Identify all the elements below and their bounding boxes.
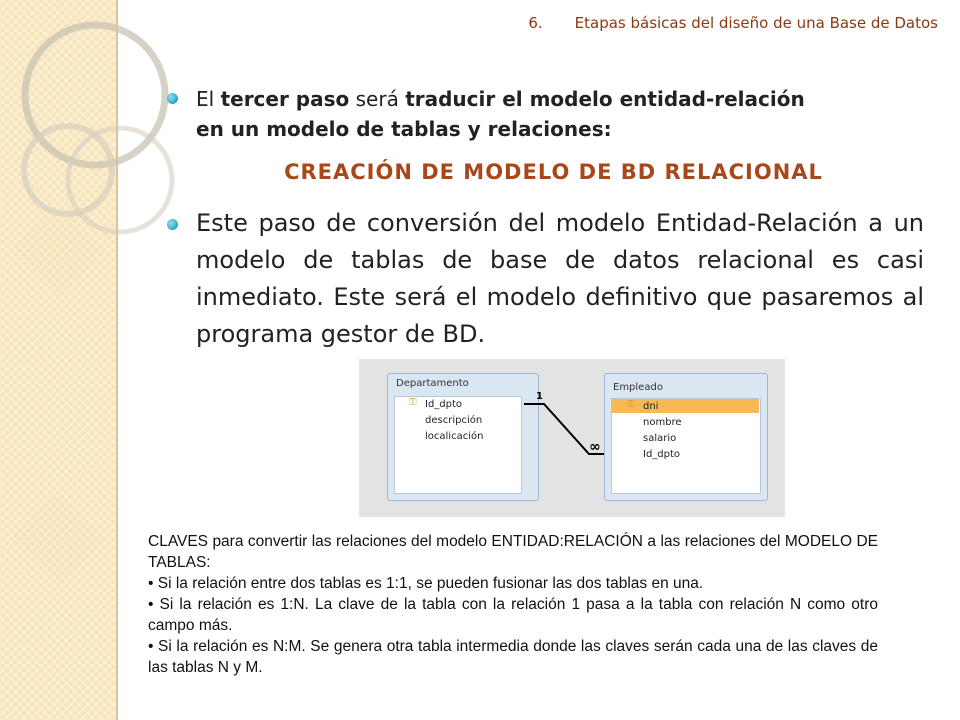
side-divider <box>116 0 118 720</box>
key-icon: ⚿ <box>627 399 635 410</box>
er-diagram <box>359 359 785 517</box>
bullet-icon <box>167 219 178 230</box>
bullet-text-1 <box>196 84 836 144</box>
text-run: El <box>196 87 221 111</box>
text-run: será <box>349 87 406 111</box>
notes-text <box>148 531 878 678</box>
cardinality-one: 1 <box>536 391 543 402</box>
field: salario <box>643 433 677 444</box>
key-icon: ⚿ <box>409 397 417 408</box>
section-title: Etapas básicas del diseño de una Base de Datos <box>574 14 938 32</box>
notes-item: • Si la relación es 1:N. La clave de la tabla con la relación 1 pasa a la tabla con relación N como otro campo más. <box>148 596 878 634</box>
field: Id_dpto <box>425 399 463 410</box>
field: nombre <box>643 417 682 428</box>
subtitle: CREACIÓN DE MODELO DE BD RELACIONAL <box>284 160 823 184</box>
field: dni <box>643 401 659 412</box>
field: localicación <box>425 431 484 442</box>
slide-header <box>528 14 938 32</box>
cardinality-many: ∞ <box>589 439 601 455</box>
section-number: 6. <box>528 14 543 32</box>
table-title: Departamento <box>396 378 469 389</box>
table-title: Empleado <box>613 382 663 393</box>
text-run-bold: tercer paso <box>220 87 350 111</box>
notes-item: • Si la relación entre dos tablas es 1:1, se pueden fusionar las dos tablas en una. <box>148 575 704 592</box>
field: Id_dpto <box>643 449 681 460</box>
decorative-circles <box>0 0 200 300</box>
notes-item: • Si la relación es N:M. Se genera otra tabla intermedia donde las claves serán cada una de las claves de las tablas N y M. <box>148 638 878 676</box>
bullet-icon <box>167 93 178 104</box>
notes-intro: CLAVES para convertir las relaciones del modelo ENTIDAD:RELACIÓN a las relaciones del MODELO DE TABLAS: <box>148 533 878 571</box>
field: descripción <box>425 415 483 426</box>
text-run-bold: traducir el modelo entidad-relación en un modelo de tablas y relaciones: <box>196 87 805 141</box>
bullet-text-2: Este paso de conversión del modelo Entidad-Relación a un modelo de tablas de base de datos relacional es casi inmediato. Este será el modelo definitivo que pasaremos al programa gestor de BD. <box>196 209 924 348</box>
relationship-line <box>359 359 785 517</box>
